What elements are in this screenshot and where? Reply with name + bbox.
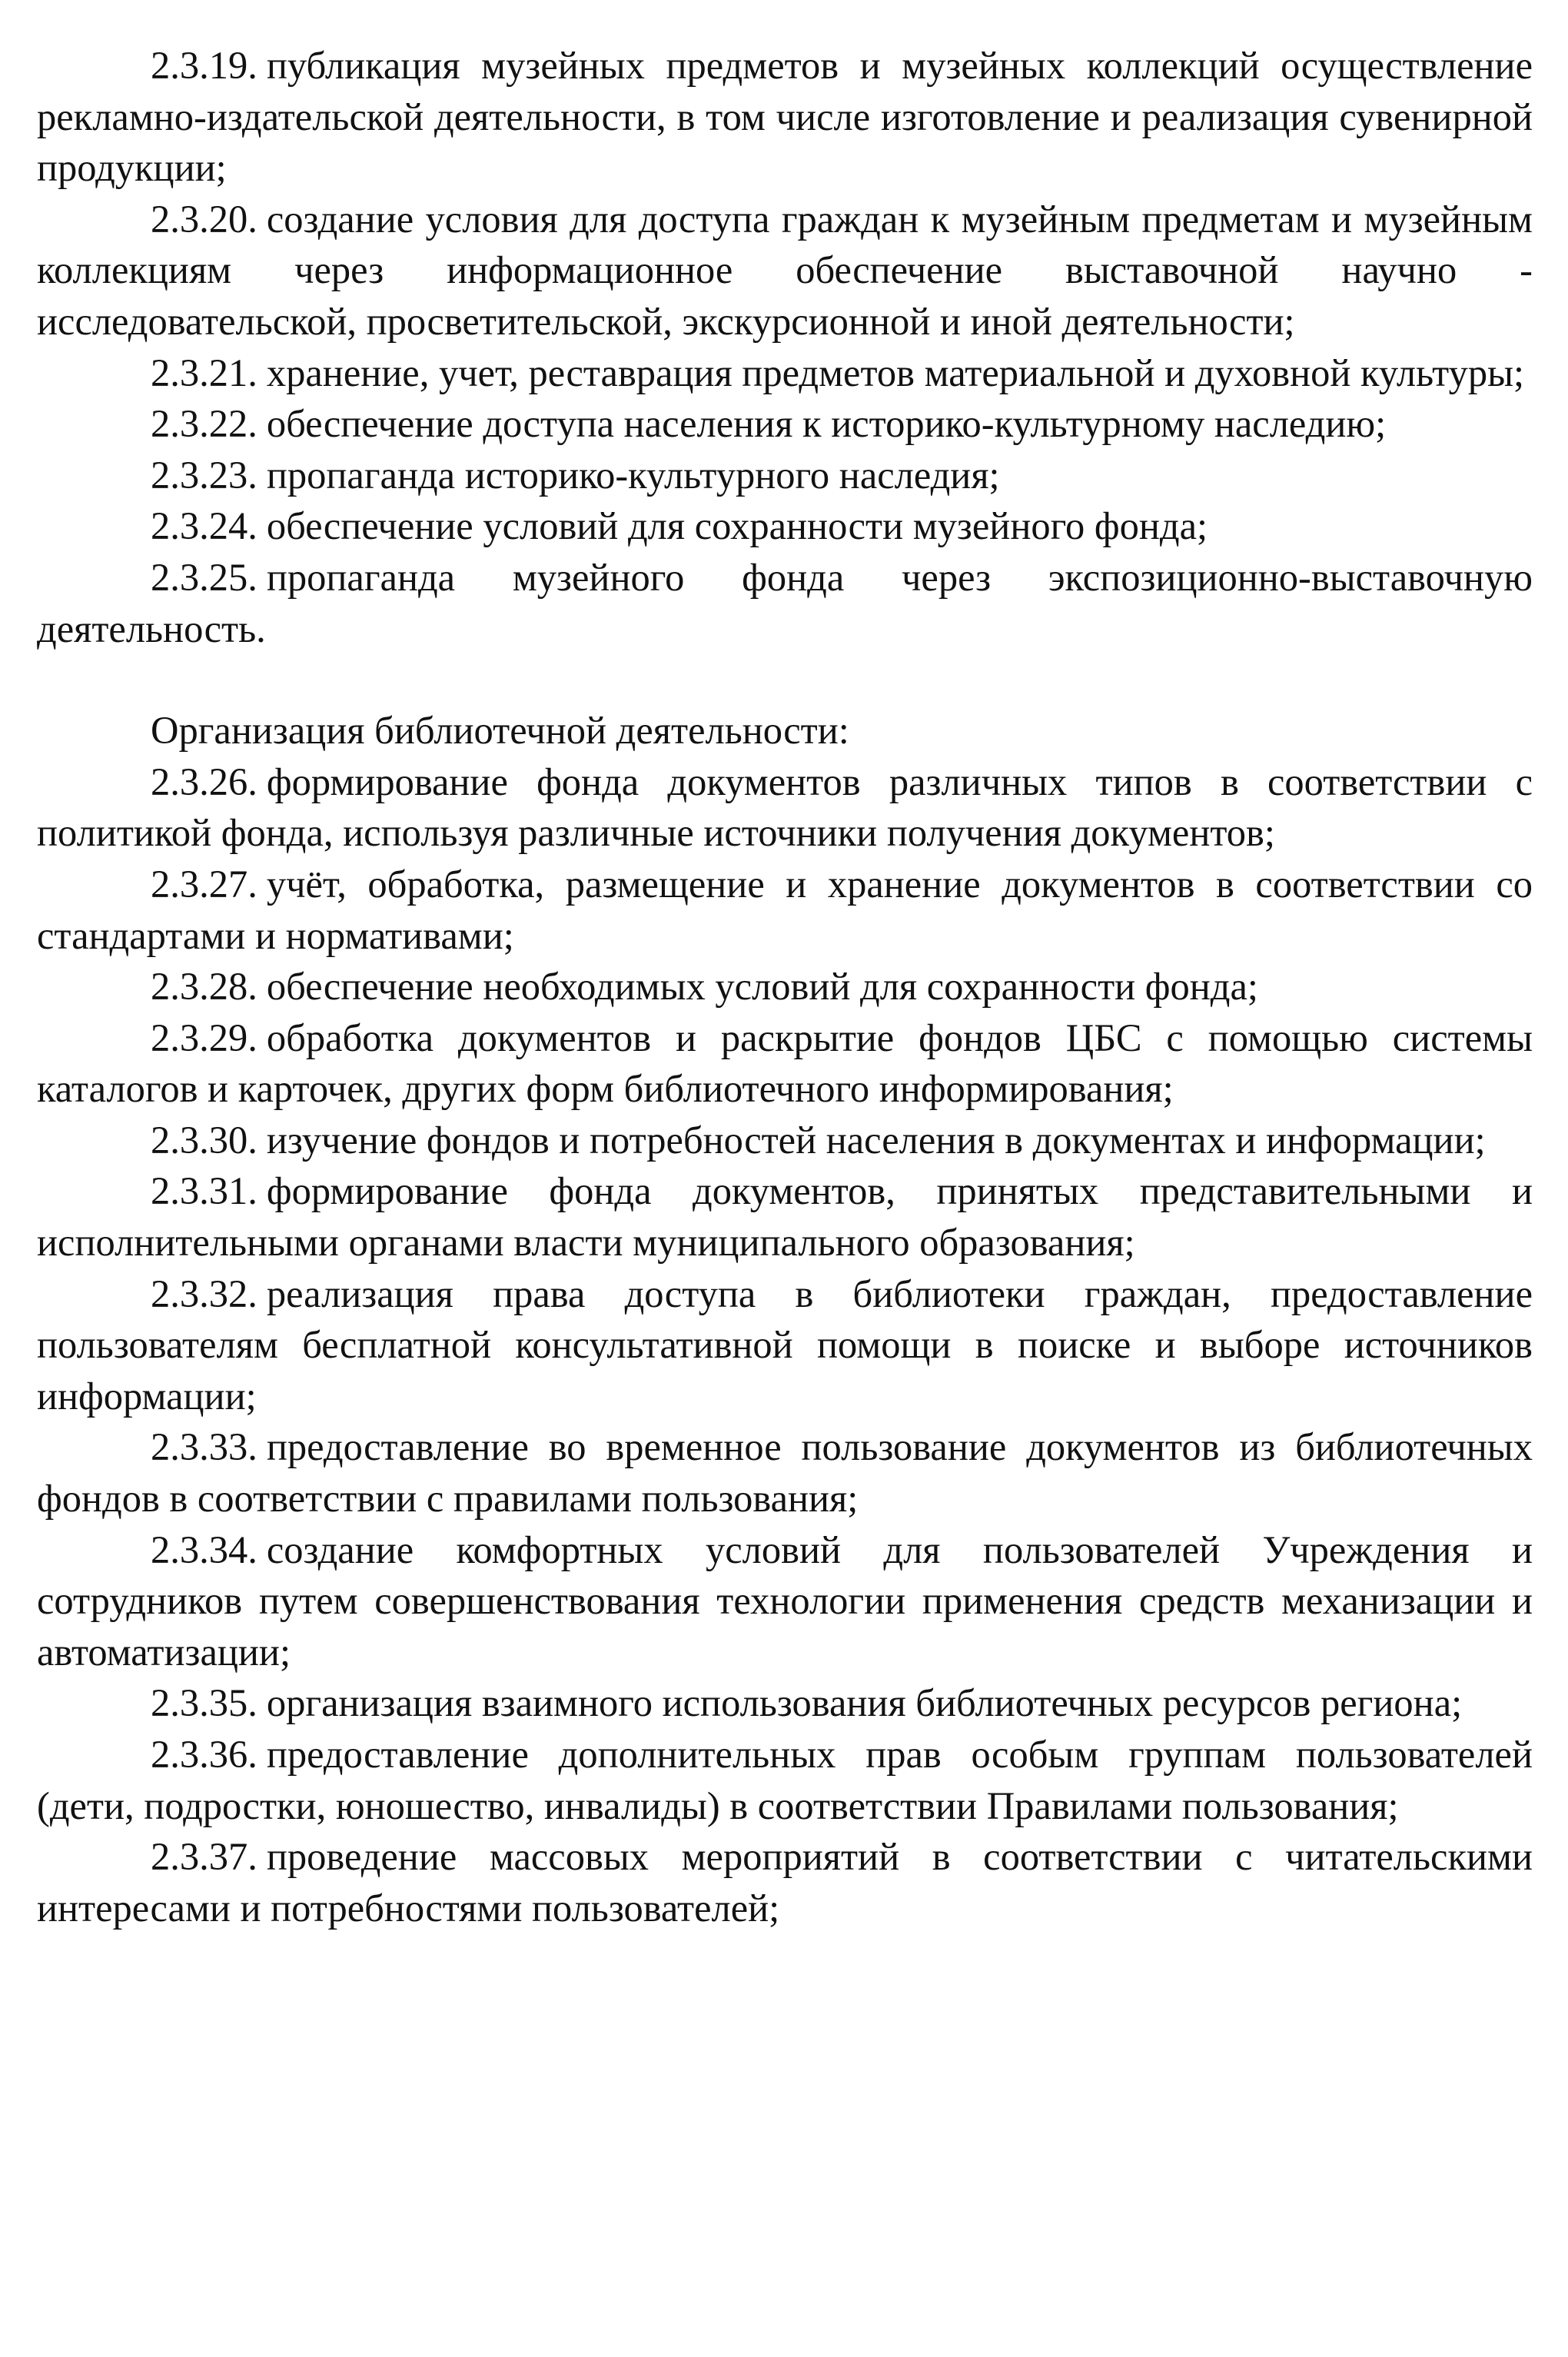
item-number: 2.3.21. — [151, 351, 257, 394]
list-item — [37, 194, 1533, 347]
item-number: 2.3.37. — [151, 1835, 257, 1879]
list-item — [37, 398, 1533, 450]
list-item — [37, 961, 1533, 1012]
list-item — [37, 500, 1533, 552]
item-text: предоставление во временное пользование документов из библиотечных фондов в соответствии с правилами пользования; — [37, 1425, 1533, 1521]
museum-activity-list — [37, 40, 1533, 654]
item-number: 2.3.30. — [151, 1118, 257, 1162]
item-number: 2.3.36. — [151, 1733, 257, 1776]
item-number: 2.3.28. — [151, 965, 257, 1009]
library-activity-list — [37, 756, 1533, 1934]
item-text: проведение массовых мероприятий в соответствии с читательскими интересами и потребностями пользователей; — [37, 1835, 1533, 1930]
item-number: 2.3.34. — [151, 1528, 257, 1571]
item-text: обеспечение условий для сохранности музейного фонда; — [266, 504, 1208, 548]
list-item — [37, 1012, 1533, 1115]
list-item — [37, 40, 1533, 194]
item-number: 2.3.25. — [151, 555, 257, 599]
item-text: формирование фонда документов различных типов в соответствии с политикой фонда, используя различные источники получения документов; — [37, 760, 1533, 855]
item-text: обеспечение необходимых условий для сохранности фонда; — [266, 965, 1258, 1009]
item-text: организация взаимного использования библиотечных ресурсов региона; — [266, 1681, 1463, 1725]
list-item — [37, 1421, 1533, 1524]
item-text: пропаганда историко-культурного наследия; — [266, 453, 1000, 497]
list-item — [37, 450, 1533, 501]
list-item — [37, 552, 1533, 654]
list-item — [37, 1677, 1533, 1729]
list-item — [37, 347, 1533, 399]
section-spacer — [37, 654, 1533, 705]
item-number: 2.3.22. — [151, 402, 257, 446]
list-item — [37, 859, 1533, 961]
list-item — [37, 1831, 1533, 1933]
item-number: 2.3.23. — [151, 453, 257, 497]
list-item — [37, 1524, 1533, 1678]
list-item — [37, 1729, 1533, 1831]
list-item — [37, 1115, 1533, 1166]
item-text: хранение, учет, реставрация предметов материальной и духовной культуры; — [266, 351, 1525, 394]
item-text: обработка документов и раскрытие фондов ЦБС с помощью системы каталогов и карточек, других форм библиотечного информирования; — [37, 1016, 1533, 1111]
item-text: обеспечение доступа населения к историко-культурному наследию; — [266, 402, 1387, 446]
list-item — [37, 1165, 1533, 1268]
item-number: 2.3.19. — [151, 44, 257, 87]
item-number: 2.3.31. — [151, 1169, 257, 1213]
item-number: 2.3.33. — [151, 1425, 257, 1469]
item-text: пропаганда музейного фонда через экспозиционно-выставочную деятельность. — [37, 555, 1533, 650]
list-item — [37, 756, 1533, 859]
item-text: изучение фондов и потребностей населения в документах и информации; — [266, 1118, 1486, 1162]
item-text: учёт, обработка, размещение и хранение документов в соответствии со стандартами и нормативами; — [37, 862, 1533, 957]
item-number: 2.3.20. — [151, 197, 257, 241]
item-text: создание комфортных условий для пользователей Учреждения и сотрудников путем совершенствования технологии применения средств механизации и автоматизации; — [37, 1528, 1533, 1674]
item-text: создание условия для доступа граждан к музейным предметам и музейным коллекциям через информационное обеспечение выставочной научно - исследовательской, просветительской, экскурсионной и иной деятельности; — [37, 197, 1533, 343]
list-item — [37, 1268, 1533, 1422]
item-number: 2.3.32. — [151, 1272, 257, 1315]
item-number: 2.3.27. — [151, 862, 257, 906]
item-text: предоставление дополнительных прав особым группам пользователей (дети, подростки, юношество, инвалиды) в соответствии Правилами пользования; — [37, 1733, 1533, 1827]
item-number: 2.3.35. — [151, 1681, 257, 1725]
section-heading: Организация библиотечной деятельности: — [151, 709, 849, 753]
item-text: формирование фонда документов, принятых представительными и исполнительными органами власти муниципального образования; — [37, 1169, 1533, 1265]
item-number: 2.3.29. — [151, 1016, 257, 1059]
item-number: 2.3.26. — [151, 760, 257, 803]
item-number: 2.3.24. — [151, 504, 257, 548]
item-text: публикация музейных предметов и музейных коллекций осуществление рекламно-издательской деятельности, в том числе изготовление и реализация сувенирной продукции; — [37, 44, 1533, 190]
document-page — [37, 40, 1533, 1933]
item-text: реализация права доступа в библиотеки граждан, предоставление пользователям бесплатной консультативной помощи в поиске и выборе источников информации; — [37, 1272, 1533, 1418]
